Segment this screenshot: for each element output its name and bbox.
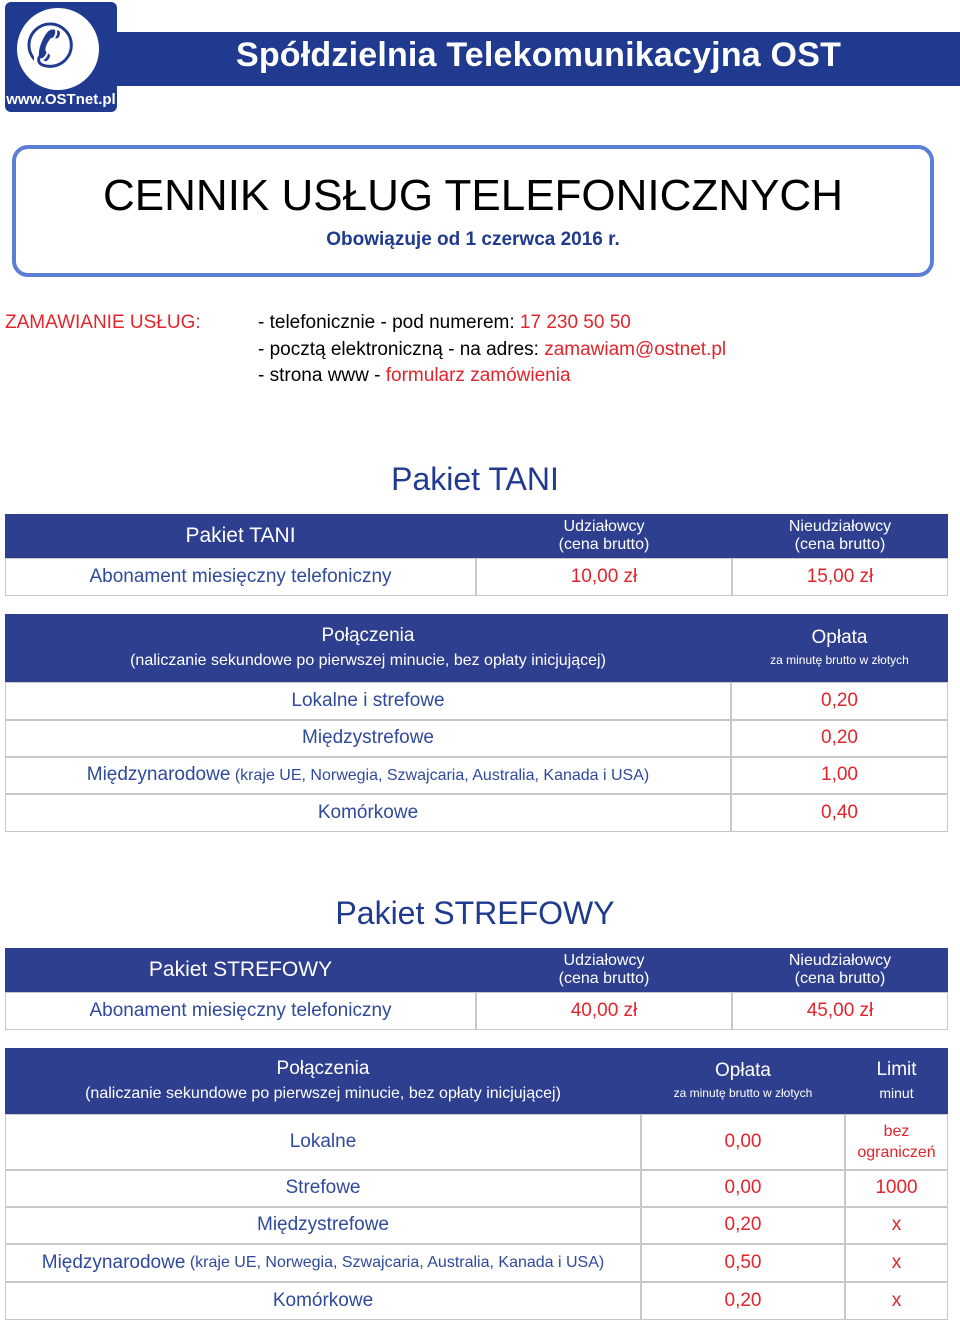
strefowy-row-limit-line2: ograniczeń xyxy=(857,1143,936,1161)
tani-row-name: Lokalne i strefowe xyxy=(5,682,731,720)
logo-url: www.OSTnet.pl xyxy=(6,91,116,108)
tani-package-label: Pakiet TANI xyxy=(5,514,476,558)
strefowy-calls-header-sub: (naliczanie sekundowe po pierwszej minucie, bez opłaty inicjującej) xyxy=(85,1085,561,1103)
tani-fee-header xyxy=(731,614,948,682)
page-title: CENNIK USŁUG TELEFONICZNYCH xyxy=(103,171,843,220)
order-label: ZAMAWIANIE USŁUG: xyxy=(5,312,201,333)
strefowy-col-members xyxy=(476,948,732,992)
tani-col-non-members xyxy=(732,514,948,558)
strefowy-row-note: (kraje UE, Norwegia, Szwajcaria, Australia, Kanada i USA) xyxy=(185,1254,605,1272)
strefowy-row-limit-line1: bez xyxy=(883,1122,910,1140)
strefowy-limit-header xyxy=(845,1048,948,1114)
order-www-prefix: - strona www - xyxy=(258,365,386,386)
tani-row-note: (kraje UE, Norwegia, Szwajcaria, Australia, Kanada i USA) xyxy=(230,766,650,784)
strefowy-section-title: Pakiet STREFOWY xyxy=(335,895,615,931)
tani-fee-header-sub: za minutę brutto w złotych xyxy=(770,653,909,668)
tani-col-non-members-label: Nieudziałowcy xyxy=(788,518,892,536)
tani-col-members xyxy=(476,514,732,558)
order-form-link[interactable]: formularz zamówienia xyxy=(385,365,571,386)
strefowy-row-limit xyxy=(845,1114,948,1170)
tani-row-name: Komórkowe xyxy=(5,794,731,832)
header-banner xyxy=(117,32,960,86)
strefowy-subscription-members: 40,00 zł xyxy=(476,992,732,1030)
tani-row-fee: 0,20 xyxy=(731,720,948,757)
strefowy-row-limit: x xyxy=(845,1244,948,1282)
strefowy-subscription-label: Abonament miesięczny telefoniczny xyxy=(5,992,476,1030)
tani-fee-header-label: Opłata xyxy=(811,627,868,649)
strefowy-col-members-sub: (cena brutto) xyxy=(558,970,650,987)
strefowy-limit-header-label: Limit xyxy=(876,1059,917,1081)
strefowy-row-limit: x xyxy=(845,1207,948,1244)
strefowy-col-non-members xyxy=(732,948,948,992)
order-phone-number[interactable]: 17 230 50 50 xyxy=(519,312,631,333)
tani-calls-header-sub: (naliczanie sekundowe po pierwszej minucie, bez opłaty inicjującej) xyxy=(130,652,606,670)
order-phone-prefix: - telefonicznie - pod numerem: xyxy=(258,312,520,333)
strefowy-calls-header xyxy=(5,1048,641,1114)
banner-title: Spółdzielnia Telekomunikacyjna OST xyxy=(235,36,842,74)
tani-calls-header-label: Połączenia xyxy=(321,625,415,647)
strefowy-subscription-non-members: 45,00 zł xyxy=(732,992,948,1030)
strefowy-row-limit: 1000 xyxy=(845,1170,948,1207)
order-phone xyxy=(258,312,631,334)
tani-subscription-members: 10,00 zł xyxy=(476,558,732,596)
title-box xyxy=(12,145,934,277)
company-logo xyxy=(5,2,117,112)
tani-row-fee: 0,40 xyxy=(731,794,948,832)
strefowy-row-fee: 0,20 xyxy=(641,1282,845,1320)
strefowy-row-name: Międzystrefowe xyxy=(5,1207,641,1244)
strefowy-row-name: Strefowe xyxy=(5,1170,641,1207)
tani-row-name: Międzynarodowe xyxy=(86,764,231,786)
strefowy-calls-header-label: Połączenia xyxy=(276,1058,370,1080)
phone-icon: ✆ xyxy=(25,12,76,82)
tani-calls-header xyxy=(5,614,731,682)
strefowy-row-fee: 0,00 xyxy=(641,1170,845,1207)
tani-row-fee: 0,20 xyxy=(731,682,948,720)
strefowy-limit-header-sub: minut xyxy=(879,1085,914,1102)
strefowy-row-name: Komórkowe xyxy=(5,1282,641,1320)
strefowy-row-fee: 0,00 xyxy=(641,1114,845,1170)
strefowy-row-international xyxy=(5,1244,641,1282)
tani-row-international xyxy=(5,757,731,794)
order-www xyxy=(258,365,571,387)
strefowy-row-fee: 0,20 xyxy=(641,1207,845,1244)
strefowy-col-non-members-sub: (cena brutto) xyxy=(794,970,886,987)
order-email-link[interactable]: zamawiam@ostnet.pl xyxy=(544,339,727,360)
tani-row-fee: 1,00 xyxy=(731,757,948,794)
effective-date: Obowiązuje od 1 czerwca 2016 r. xyxy=(326,229,620,250)
strefowy-row-fee: 0,50 xyxy=(641,1244,845,1282)
strefowy-row-name: Lokalne xyxy=(5,1114,641,1170)
order-email-prefix: - pocztą elektroniczną - na adres: xyxy=(258,339,545,360)
tani-col-members-sub: (cena brutto) xyxy=(558,536,650,553)
tani-subscription-non-members: 15,00 zł xyxy=(732,558,948,596)
strefowy-fee-header-sub: za minutę brutto w złotych xyxy=(673,1086,813,1101)
strefowy-package-label: Pakiet STREFOWY xyxy=(5,948,476,992)
strefowy-col-non-members-label: Nieudziałowcy xyxy=(788,952,892,970)
strefowy-row-name: Międzynarodowe xyxy=(41,1251,186,1273)
strefowy-fee-header xyxy=(641,1048,845,1114)
tani-subscription-label: Abonament miesięczny telefoniczny xyxy=(5,558,476,596)
tani-row-name: Międzystrefowe xyxy=(5,720,731,757)
strefowy-fee-header-label: Opłata xyxy=(715,1060,771,1082)
order-email xyxy=(258,339,726,361)
tani-section-title: Pakiet TANI xyxy=(391,461,559,497)
tani-col-non-members-sub: (cena brutto) xyxy=(794,536,886,553)
strefowy-row-limit: x xyxy=(845,1282,948,1320)
tani-col-members-label: Udziałowcy xyxy=(563,518,645,536)
strefowy-col-members-label: Udziałowcy xyxy=(563,952,645,970)
